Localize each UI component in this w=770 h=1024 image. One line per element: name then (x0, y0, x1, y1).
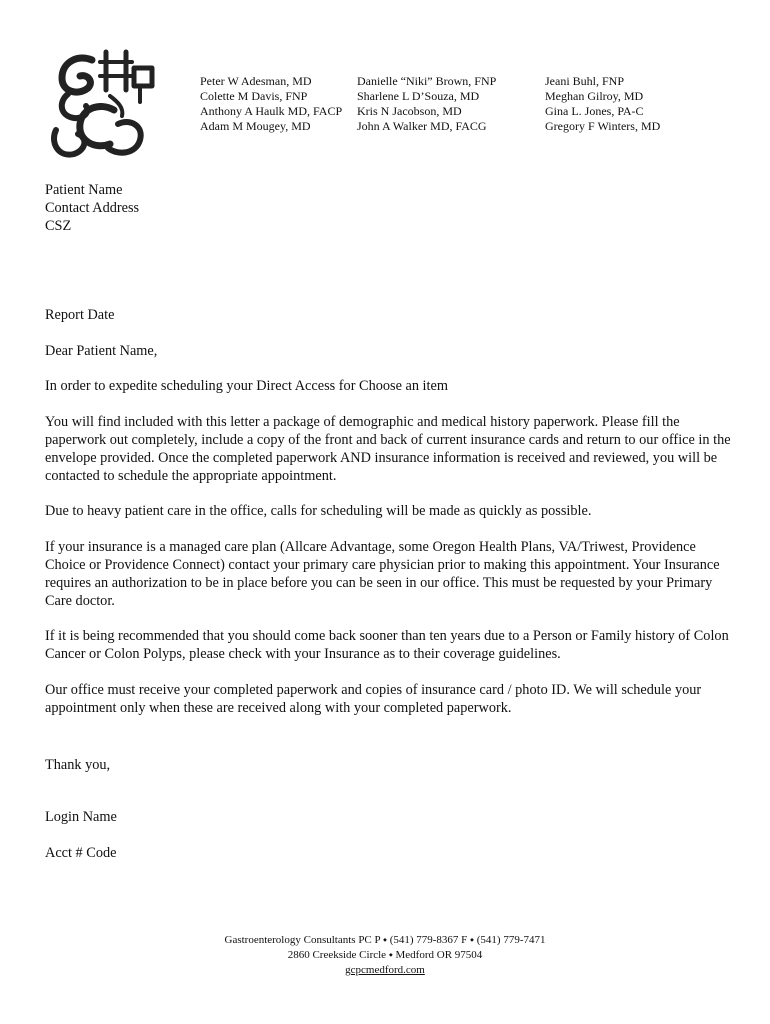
staff-name: Gina L. Jones, PA-C (545, 104, 644, 118)
staff-name: Peter W Adesman, MD (200, 74, 312, 88)
staff-name: Gregory F Winters, MD (545, 119, 661, 133)
staff-name: Kris N Jacobson, MD (357, 104, 462, 118)
gc-monogram-logo-icon (48, 46, 164, 166)
recipient-name: Patient Name (45, 182, 123, 198)
staff-name: Danielle “Niki” Brown, FNP (357, 74, 497, 88)
paragraph-intro: In order to expedite scheduling your Direct Access for Choose an item (45, 378, 448, 394)
report-date: Report Date (45, 307, 115, 323)
paragraph-paperwork: You will find included with this letter a package of demographic and medical history paperwork. Please fill the paperwork out completely, include a copy of the front and back of current insurance cards and return to our office in the envelope provided. Once the completed paperwork AND insurance information is received and reviewed, you will be contacted to schedule the appropriate appointment. (45, 414, 731, 484)
staff-name: Adam M Mougey, MD (200, 119, 311, 133)
recipient-address (45, 181, 735, 235)
footer-contact-line: Gastroenterology Consultants PC P ⬩ (541) 779-8367 F ⬩ (541) 779-7471 (224, 934, 546, 946)
paragraph-insurance: If your insurance is a managed care plan (Allcare Advantage, some Oregon Health Plans, VA/Triwest, Providence Choice or Providence Connect) contact your primary care physician prior to making this appointment. Your Insurance requires an authorization to be in place before you can be seen in our office. This must be requested by your Primary Care doctor. (45, 539, 720, 609)
staff-name: Jeani Buhl, FNP (545, 74, 625, 88)
paragraph-requirements: Our office must receive your completed paperwork and copies of insurance card / photo ID. We will schedule your appointment only when these are received along with your completed paperwork. (45, 682, 702, 716)
paragraph-scheduling: Due to heavy patient care in the office, calls for scheduling will be made as quickly as possible. (45, 503, 592, 519)
roster-column (200, 74, 342, 134)
footer-address-line: 2860 Creekside Circle ⬩ Medford OR 97504 (287, 949, 483, 961)
letterhead-footer (0, 933, 770, 978)
signer-name: Login Name (45, 809, 117, 825)
recipient-street: Contact Address (45, 200, 140, 216)
account-code: Acct # Code (45, 845, 117, 861)
closing: Thank you, (45, 757, 111, 773)
roster-column (357, 74, 496, 134)
staff-name: Anthony A Haulk MD, FACP (200, 104, 343, 118)
salutation: Dear Patient Name, (45, 343, 158, 359)
staff-name: John A Walker MD, FACG (357, 119, 487, 133)
website-link[interactable]: gcpcmedford.com (345, 964, 425, 976)
roster-column (545, 74, 660, 134)
staff-name: Sharlene L D’Souza, MD (357, 89, 480, 103)
recipient-csz: CSZ (45, 218, 72, 234)
staff-name: Meghan Gilroy, MD (545, 89, 644, 103)
staff-name: Colette M Davis, FNP (200, 89, 308, 103)
paragraph-history: If it is being recommended that you should come back sooner than ten years due to a Person or Family history of Colon Cancer or Colon Polyps, please check with your Insurance as to their coverage guidelines. (45, 628, 729, 662)
